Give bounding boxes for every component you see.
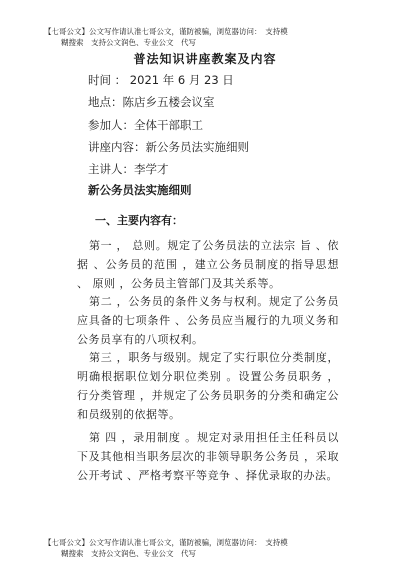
meta-time: 时间 ： 2021 年 6 月 23 日 — [88, 73, 234, 87]
meta-speaker: 主讲人：李学才 — [88, 162, 169, 176]
footer-notice — [44, 537, 344, 559]
paragraph-4: 第 四 ，录用制度 。规定对录用担任主任科员以 下及其他相当职务层次的非领导职务公务员 ，采取 公开考试 、严格考察平等竞争 、择优录取的办法。 — [77, 431, 339, 482]
paragraph-2: 第二 ，公务员的条件义务与权利。规定了公务员应具备的七项条件 、公务员应当履行的九项义务和公务员享有的八项权利。 — [77, 295, 339, 346]
footer-notice-line1: 【七哥公文】公文写作请认准七哥公文，谨防被骗，浏览器访问： 支持模 — [44, 538, 288, 547]
header-notice — [44, 26, 344, 48]
content-heading: 一、主要内容有： — [95, 214, 183, 227]
meta-participants: 参加人：全体干部职工 — [88, 118, 203, 132]
footer-notice-line2: 糊搜索 支持公文润色、专业公文 代写 — [61, 549, 196, 558]
paragraph-1: 第一 ， 总则。规定了公务员法的立法宗 旨 、依 据 、公务员的范围 ，建立公务员制度的指导思想 、 原则 ，公务员主管部门及其关系等。 — [77, 239, 339, 290]
meta-topic: 讲座内容：新公务员法实施细则 — [88, 140, 249, 154]
paragraph-3: 第三 ，职务与级别。规定了实行职位分类制度， 明确根据职位划分职位类别 。设置公务员职务 ， 行分类管理 ，并规定了公务员职务的分类和确定公 和员级别的依据等。 — [77, 351, 339, 421]
document-title: 普法知识讲座教案及内容 — [133, 52, 277, 66]
meta-place: 地点：陈店乡五楼会议室 — [88, 95, 215, 109]
section-title: 新公务员法实施细则 — [88, 183, 192, 197]
header-notice-line2: 糊搜索 支持公文润色、专业公文 代写 — [61, 38, 196, 47]
header-notice-line1: 【七哥公文】公文写作请认准七哥公文，谨防被骗，浏览器访问： 支持模 — [44, 27, 288, 36]
